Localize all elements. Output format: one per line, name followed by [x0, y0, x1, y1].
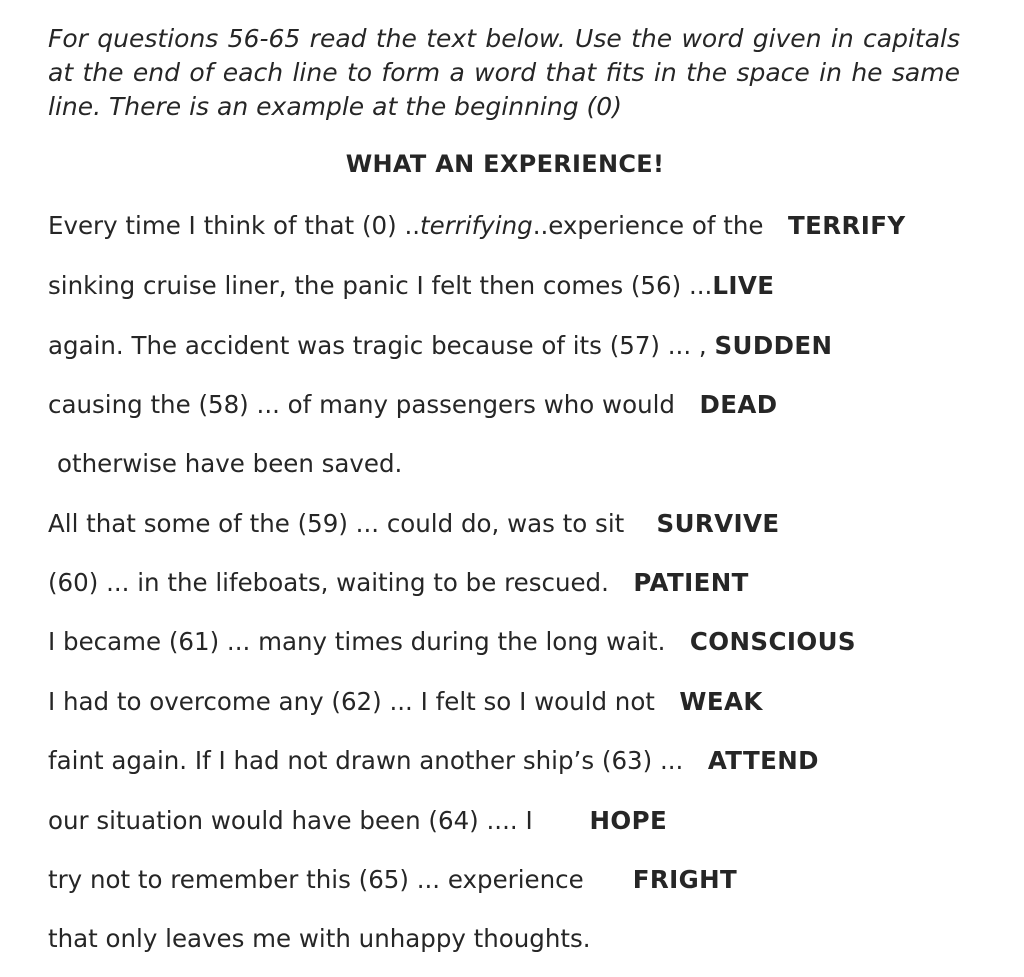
- text-line-65: [48, 860, 737, 900]
- line-gap: [763, 211, 788, 240]
- line-text: Every time I think of that (0) ..: [48, 211, 421, 240]
- keyword: SURVIVE: [656, 509, 780, 538]
- text-line-58: [48, 385, 777, 425]
- text-line-0: [48, 206, 906, 246]
- keyword: TERRIFY: [787, 211, 906, 240]
- keyword: SUDDEN: [714, 331, 833, 360]
- text-line-continuation: [57, 444, 402, 484]
- line-text: sinking cruise liner, the panic I felt then comes (56) ...: [48, 271, 713, 300]
- text-line-61: [48, 622, 856, 662]
- line-text: causing the (58) ... of many passengers who would: [48, 390, 700, 419]
- text-line-59: [48, 504, 780, 544]
- text-line-57: [48, 326, 832, 366]
- line-text: I had to overcome any (62) ... I felt so I would not: [48, 687, 680, 716]
- text-line-60: [48, 563, 749, 603]
- example-answer: terrifying: [420, 211, 533, 240]
- keyword: ATTEND: [707, 746, 819, 775]
- keyword: LIVE: [712, 271, 775, 300]
- text-line-63: [48, 741, 819, 781]
- text-line-final: [48, 919, 591, 959]
- line-text: otherwise have been saved.: [57, 449, 403, 478]
- text-line-62: [48, 682, 763, 722]
- keyword: HOPE: [589, 806, 668, 835]
- line-text: (60) ... in the lifeboats, waiting to be rescued.: [48, 568, 634, 597]
- text-line-64: [48, 801, 667, 841]
- line-text: faint again. If I had not drawn another ship’s (63) ...: [48, 746, 708, 775]
- keyword: WEAK: [679, 687, 763, 716]
- line-text: that only leaves me with unhappy thoughts.: [48, 924, 591, 953]
- text-line-56: [48, 266, 774, 306]
- keyword: PATIENT: [633, 568, 749, 597]
- instructions-text: For questions 56-65 read the text below. Use the word given in capitals at the end of each line to form a word that fits in the space in he same line. There is an example at the beginning (0): [48, 24, 960, 121]
- line-text: ..experience of the: [532, 211, 764, 240]
- line-text: try not to remember this (65) ... experience: [48, 865, 633, 894]
- line-text: again. The accident was tragic because of its (57) ... ,: [48, 331, 715, 360]
- line-text: I became (61) ... many times during the long wait.: [48, 627, 690, 656]
- keyword: FRIGHT: [632, 865, 738, 894]
- line-text: All that some of the (59) ... could do, was to sit: [48, 509, 657, 538]
- keyword: DEAD: [699, 390, 778, 419]
- line-text: our situation would have been (64) .... I: [48, 806, 590, 835]
- passage-title: WHAT AN EXPERIENCE!: [345, 150, 665, 178]
- keyword: CONSCIOUS: [689, 627, 856, 656]
